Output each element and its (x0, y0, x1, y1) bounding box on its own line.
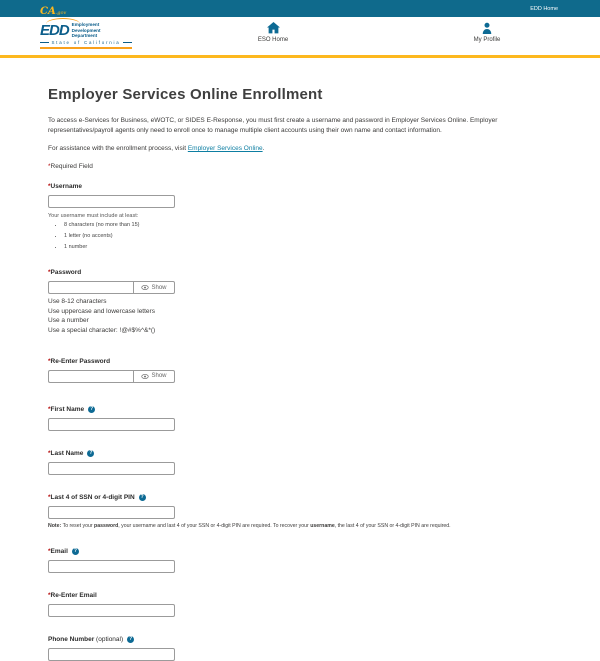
reenter-password-group (48, 358, 555, 383)
main-content (0, 58, 600, 661)
password-hint: Use 8-12 characters (48, 298, 107, 306)
phone-group (48, 636, 555, 661)
person-icon (481, 22, 493, 34)
ca-gov-logo[interactable]: CA.gov (40, 5, 67, 17)
username-group (48, 183, 555, 250)
edd-logo[interactable] (40, 22, 132, 49)
phone-input[interactable] (48, 648, 175, 661)
username-hints (64, 222, 555, 250)
email-group (48, 548, 555, 573)
nav-my-profile-label: My Profile (473, 37, 501, 43)
show-reenter-password-button[interactable]: Show (133, 370, 175, 383)
edd-logo-acronym: EDD (40, 21, 69, 39)
email-help-icon[interactable]: ? (73, 547, 77, 554)
password-hint: Use a number (48, 317, 89, 325)
eye-icon (141, 374, 149, 379)
ssn-pin-input[interactable] (48, 506, 175, 519)
edd-logo-tagline: State of California (40, 40, 132, 45)
username-input[interactable] (48, 195, 175, 208)
assistance-line: For assistance with the enrollment process, visit Employer Services Online. (48, 145, 265, 153)
last-name-label: *Last Name ? (48, 449, 93, 457)
home-icon (267, 22, 280, 34)
first-name-label: *First Name ? (48, 405, 94, 413)
ssn-pin-group (48, 494, 555, 529)
employer-services-online-link[interactable]: Employer Services Online (187, 145, 263, 153)
email-label: *Email ? (48, 547, 77, 555)
reenter-password-label: *Re-Enter Password (48, 357, 111, 365)
ssn-pin-label: *Last 4 of SSN or 4-digit PIN ? (48, 493, 144, 501)
password-label: *Password (48, 269, 82, 277)
reenter-password-input[interactable] (48, 370, 133, 383)
password-hints (48, 297, 555, 335)
edd-home-link[interactable]: EDD Home (530, 5, 558, 12)
edd-logo-swoosh-icon (46, 18, 80, 30)
site-header (0, 17, 600, 55)
ssn-pin-help-icon[interactable]: ? (140, 493, 144, 500)
password-input[interactable] (48, 281, 133, 294)
username-hint: • 1 number (64, 244, 555, 250)
utility-bar (0, 0, 600, 17)
email-input[interactable] (48, 560, 175, 573)
phone-help-icon[interactable]: ? (129, 635, 133, 642)
nav-eso-home[interactable] (233, 22, 313, 43)
show-password-button[interactable]: Show (133, 281, 175, 294)
edd-logo-department-text: Employment Development Department (71, 22, 101, 38)
intro-paragraph: To access e-Services for Business, eWOTC, or SIDES E-Response, you must first create a username and password in Employer Services Online. Employer representatives/payroll agents only need to enroll once to manage multiple client accounts using their own name and contact information. (48, 116, 498, 134)
last-name-help-icon[interactable]: ? (89, 449, 93, 456)
required-field-note: *Required Field (48, 163, 93, 171)
ssn-pin-note: Note: To reset your password, your username and last 4 of your SSN or 4-digit PIN are required. To recover your username, the last 4 of your SSN or 4-digit PIN are required. (48, 522, 451, 529)
eye-icon (141, 285, 149, 290)
password-group (48, 269, 555, 335)
reenter-email-label: *Re-Enter Email (48, 591, 97, 599)
username-hint-title: Your username must include at least: (48, 213, 139, 220)
username-hint: • 1 letter (no accents) (64, 233, 555, 239)
phone-label: Phone Number (optional) ? (48, 635, 133, 643)
first-name-input[interactable] (48, 418, 175, 431)
username-hint: • 8 characters (no more than 15) (64, 222, 555, 228)
nav-eso-home-label: ESO Home (257, 37, 289, 43)
first-name-help-icon[interactable]: ? (90, 405, 94, 412)
last-name-group (48, 450, 555, 475)
password-hint: Use a special character: !@#$%^&*() (48, 326, 156, 334)
page-title: Employer Services Online Enrollment (48, 85, 323, 103)
first-name-group (48, 406, 555, 431)
password-hint: Use uppercase and lowercase letters (48, 307, 155, 315)
reenter-email-input[interactable] (48, 604, 175, 617)
last-name-input[interactable] (48, 462, 175, 475)
username-label: *Username (48, 183, 82, 191)
nav-my-profile[interactable] (447, 22, 527, 43)
reenter-email-group (48, 592, 555, 617)
